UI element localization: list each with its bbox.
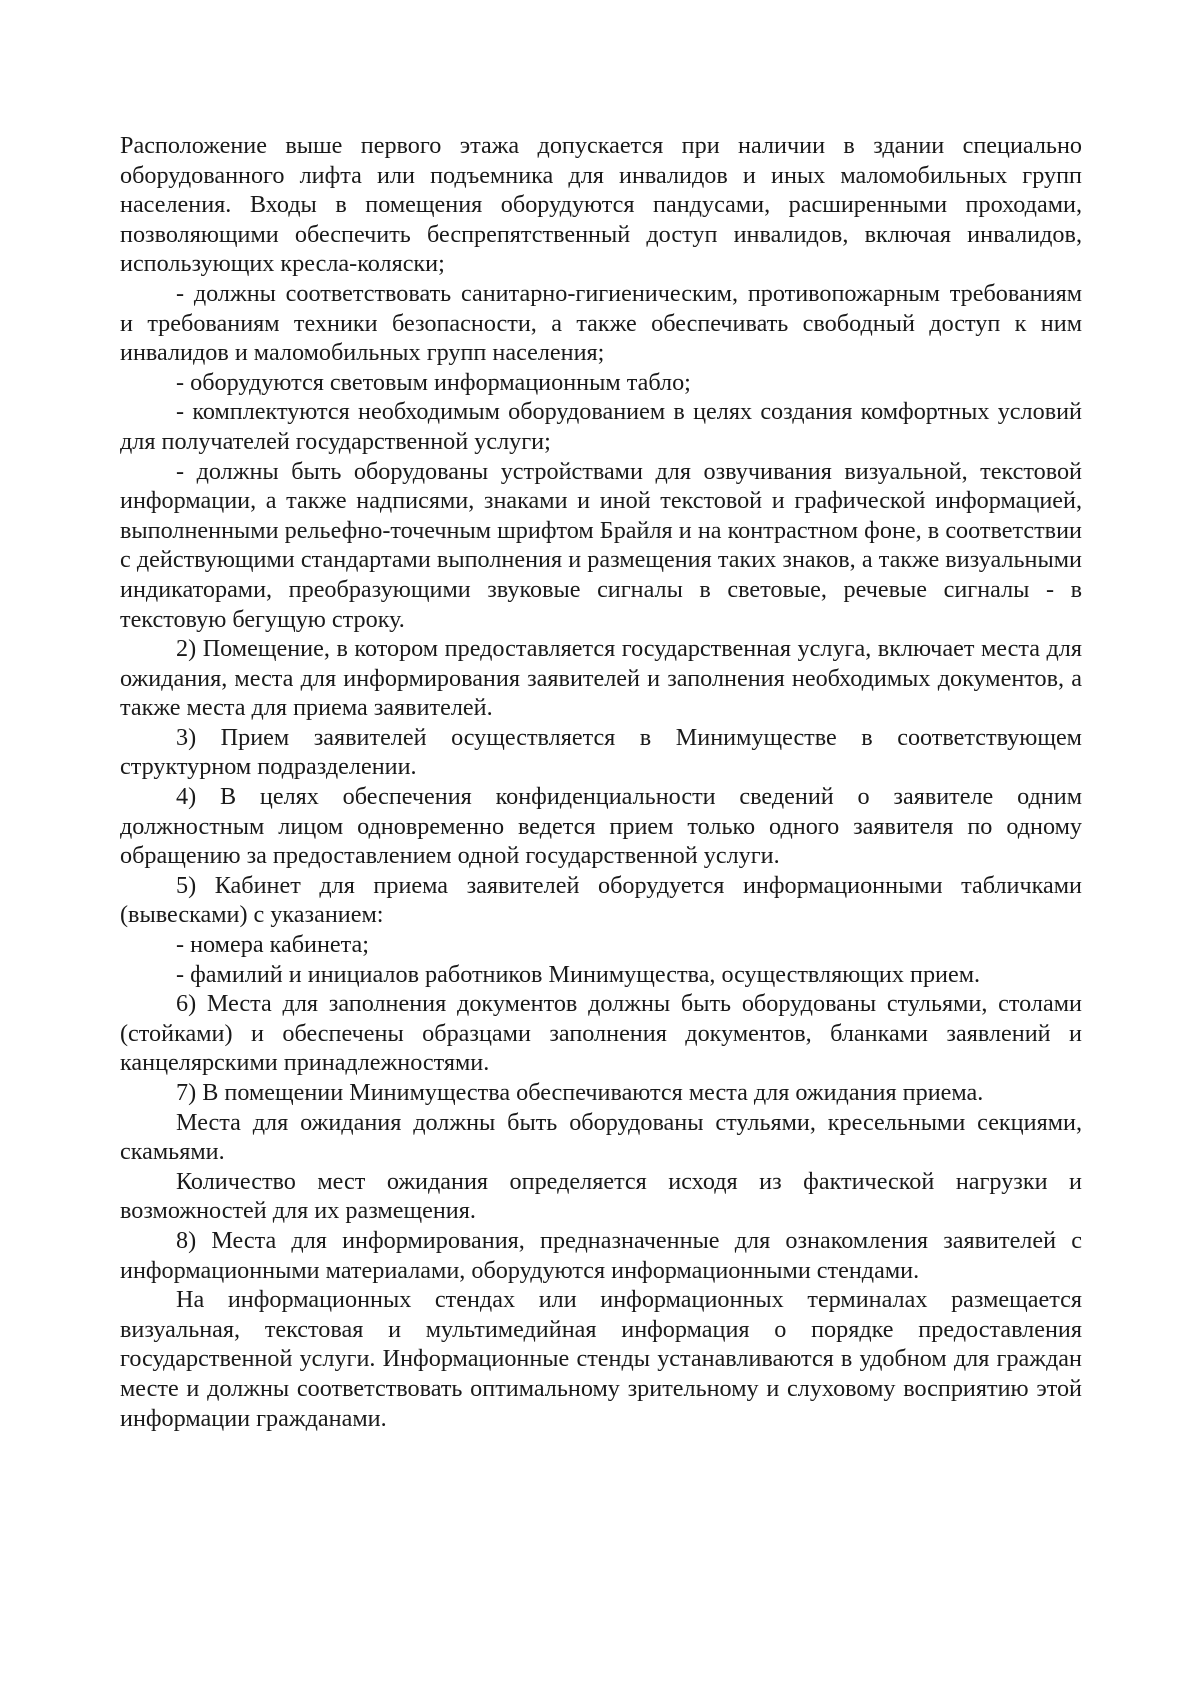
paragraph-light-board: - оборудуются световым информационным табло; (176, 368, 691, 396)
paragraph-location: Расположение выше первого этажа допускается при наличии в здании специально оборудованного лифта или подъемника для инвалидов и иных маломобильных групп населения. Входы в помещения оборудуются пандусами, расширенными проходами, позволяющими обеспечить беспрепятственный доступ инвалидов, включая инвалидов, использующих кресла-коляски; (120, 132, 1082, 278)
paragraph-info-stands: На информационных стендах или информационных терминалах размещается визуальная, текстовая и мультимедийная информация о порядке предоставления государственной услуги. Информационные стенды устанавливаются в удобном для граждан месте и должны соответствовать оптимальному зрительному и слуховому восприятию этой информации гражданами. (120, 1286, 1082, 1432)
paragraph-item-6: 6) Места для заполнения документов должны быть оборудованы стульями, столами (стойками) и обеспечены образцами заполнения документов, бланками заявлений и канцелярскими принадлежностями. (120, 990, 1082, 1077)
paragraph-requirements: - должны соответствовать санитарно-гигиеническим, противопожарным требованиям и требованиям техники безопасности, а также обеспечивать свободный доступ к ним инвалидов и маломобильных групп населения; (120, 279, 1082, 367)
paragraph-item-8: 8) Места для информирования, предназначенные для ознакомления заявителей с информационными материалами, оборудуются информационными стендами. (120, 1226, 1082, 1284)
paragraph-waiting-seats: Места для ожидания должны быть оборудованы стульями, кресельными секциями, скамьями. (120, 1108, 1082, 1166)
paragraph-accessibility-devices: - должны быть оборудованы устройствами для озвучивания визуальной, текстовой информации, а также надписями, знаками и иной текстовой и графической информацией, выполненными рельефно-точечным шрифтом Брайля и на контрастном фоне, в соответствии с действующими стандартами выполнения и размещения таких знаков, а также визуальными индикаторами, преобразующими звуковые сигналы в световые, речевые сигналы - в текстовую бегущую строку. (120, 457, 1082, 633)
paragraph-room-number: - номера кабинета; (176, 931, 369, 959)
paragraph-equipment: - комплектуются необходимым оборудованием в целях создания комфортных условий для получателей государственной услуги; (120, 398, 1082, 455)
paragraph-item-2: 2) Помещение, в котором предоставляется государственная услуга, включает места для ожидания, места для информирования заявителей и заполнения необходимых документов, а также места для приема заявителей. (120, 635, 1082, 722)
paragraph-waiting-count: Количество мест ожидания определяется исходя из фактической нагрузки и возможностей для их размещения. (120, 1167, 1082, 1225)
paragraph-item-5: 5) Кабинет для приема заявителей оборудуется информационными табличками (вывесками) с указанием: (120, 871, 1082, 929)
paragraph-item-3: 3) Прием заявителей осуществляется в Минимуществе в соответствующем структурном подразделении. (120, 723, 1082, 781)
paragraph-staff-names: - фамилий и инициалов работников Минимущества, осуществляющих прием. (176, 960, 981, 988)
paragraph-item-7: 7) В помещении Минимущества обеспечиваются места для ожидания приема. (176, 1079, 984, 1106)
paragraph-item-4: 4) В целях обеспечения конфиденциальности сведений о заявителе одним должностным лицом одновременно ведется прием только одного заявителя по одному обращению за предоставлением одной государственной услуги. (120, 783, 1082, 870)
document-page (120, 131, 1082, 1433)
